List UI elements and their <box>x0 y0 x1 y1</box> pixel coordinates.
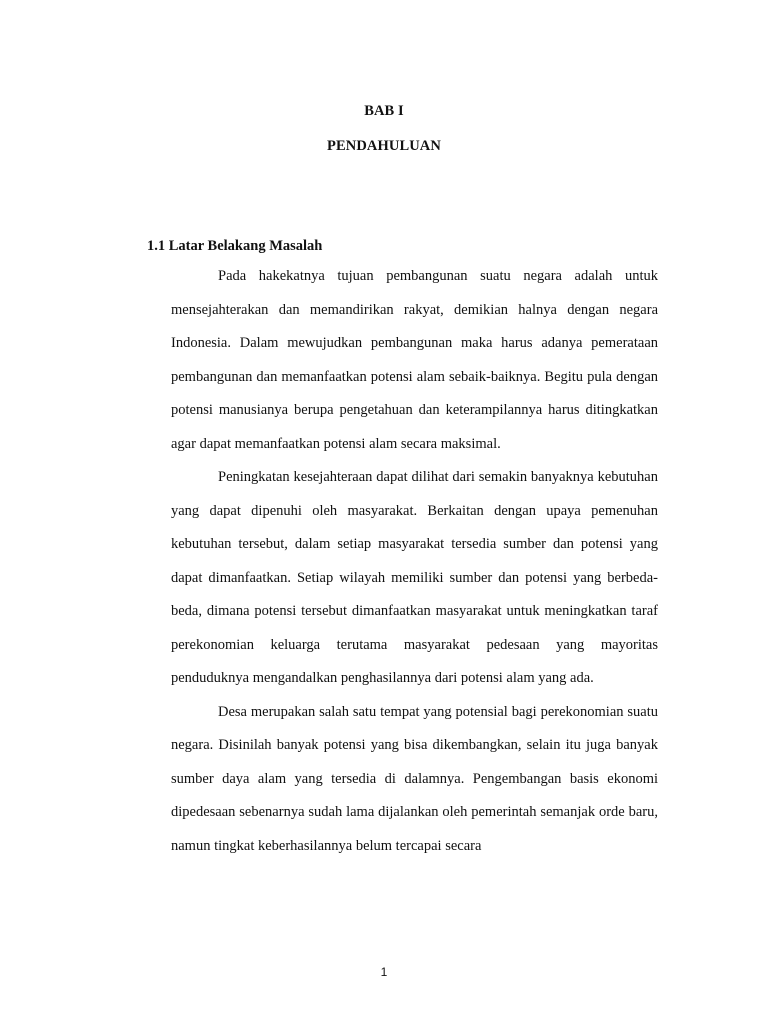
paragraph-3: Desa merupakan salah satu tempat yang potensial bagi perekonomian suatu negara. Disinilah banyak potensi yang bisa dikembangkan, selain itu juga banyak sumber daya alam yang tersedia di dalamnya. Pengembangan basis ekonomi dipedesaan sebenarnya sudah lama dijalankan oleh pemerintah semanjak orde baru, namun tingkat keberhasilannya belum tercapai secara <box>171 703 658 854</box>
chapter-title: PENDAHULUAN <box>327 138 441 154</box>
body-text <box>171 260 658 863</box>
page-number: 1 <box>380 965 388 979</box>
paragraph-2: Peningkatan kesejahteraan dapat dilihat dari semakin banyaknya kebutuhan yang dapat dipenuhi oleh masyarakat. Berkaitan dengan upaya pemenuhan kebutuhan tersebut, dalam setiap masyarakat tersedia sumber dan potensi yang dapat dimanfaatkan. Setiap wilayah memiliki sumber dan potensi yang berbeda-beda, dimana potensi tersebut dimanfaatkan masyarakat untuk meningkatkan taraf perekonomian keluarga terutama masyarakat pedesaan yang mayoritas penduduknya mengandalkan penghasilannya dari potensi alam yang ada. <box>171 469 658 686</box>
paragraph-1: Pada hakekatnya tujuan pembangunan suatu negara adalah untuk mensejahterakan dan memandirikan rakyat, demikian halnya dengan negara Indonesia. Dalam mewujudkan pembangunan maka harus adanya pemerataan pembangunan dan memanfaatkan potensi alam sebaik-baiknya. Begitu pula dengan potensi manusianya berupa pengetahuan dan keterampilannya harus ditingkatkan agar dapat memanfaatkan potensi alam secara maksimal. <box>171 268 658 452</box>
section-heading: 1.1 Latar Belakang Masalah <box>147 238 323 254</box>
chapter-number: BAB I <box>364 103 404 119</box>
